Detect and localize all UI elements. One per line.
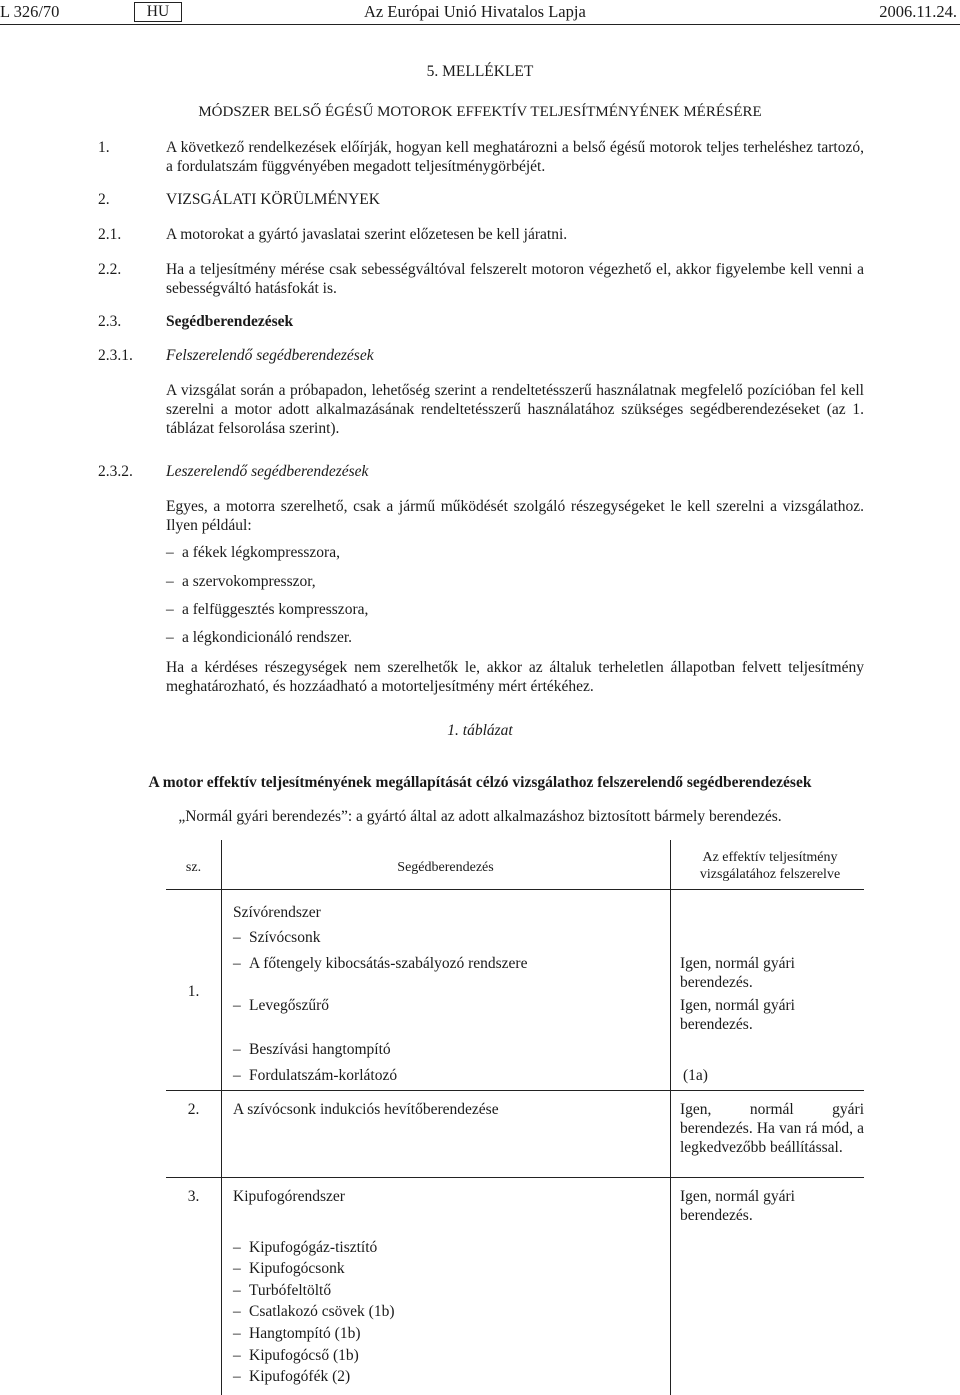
- section-2-1-number: 2.1.: [98, 226, 122, 243]
- table-row-item: – Szívócsonk: [233, 929, 321, 946]
- table-column-divider: [221, 840, 222, 1395]
- row-1-number: 1.: [187, 983, 200, 1000]
- section-2-2-number: 2.2.: [98, 261, 122, 278]
- table-title: A motor effektív teljesítményének megállapítását célzó vizsgálathoz felszerelendő segédberendezések: [148, 774, 812, 791]
- table-row-item: – Kipufogócsonk: [233, 1260, 345, 1277]
- row-1-item-5-value: (1a): [683, 1067, 708, 1084]
- table-row-item: – Turbófeltöltő: [233, 1282, 332, 1299]
- section-2-2-text: Ha a teljesítmény mérése csak sebességváltóval felszerelt motoron végezhető el, akkor figyelembe kell venni a sebességváltó hatásfokát is.: [166, 261, 864, 297]
- section-2-3-2-number: 2.3.2.: [98, 463, 133, 480]
- row-3-number: 3.: [187, 1188, 200, 1205]
- section-2-3-1-title: Felszerelendő segédberendezések: [166, 347, 374, 364]
- section-2-3-1-text: A vizsgálat során a próbapadon, lehetőség szerint a rendeltetésszerű használatnak megfelelő pozícióban fel kell szerelni a motor adott alkalmazásának rendeltetésszerű használatához szükséges segédberendezéseket (az 1. táblázat felsorolása szerint).: [166, 382, 864, 437]
- section-2-3-2-title: Leszerelendő segédberendezések: [166, 463, 369, 480]
- table-row-item: – Csatlakozó csövek (1b): [233, 1303, 395, 1320]
- table-row-item: – Levegőszűrő: [233, 997, 330, 1014]
- section-2-title: VIZSGÁLATI KÖRÜLMÉNYEK: [166, 191, 380, 208]
- table-column-divider: [670, 840, 671, 1395]
- table-row-item: – Kipufogófék (2): [233, 1368, 351, 1385]
- section-2-3-number: 2.3.: [98, 313, 122, 330]
- table-header-equipment: Segédberendezés: [397, 860, 494, 875]
- table-label: 1. táblázat: [447, 722, 513, 739]
- table-header-rule: [166, 889, 864, 890]
- table-header-fitted: Az effektív teljesítmény vizsgálatához felszerelve: [699, 850, 841, 882]
- publication-date: 2006.11.24.: [879, 2, 957, 21]
- table-row-item: – Fordulatszám-korlátozó: [233, 1067, 398, 1084]
- table-row-item: – Hangtompító (1b): [233, 1325, 361, 1342]
- row-1-item-2-value: Igen, normál gyári berendezés.: [680, 955, 795, 991]
- page-reference: L 326/70: [0, 2, 60, 21]
- journal-header: [0, 0, 960, 25]
- list-item: – a fékek légkompresszora,: [166, 544, 340, 561]
- section-2-1-text: A motorokat a gyártó javaslatai szerint előzetesen be kell járatni.: [166, 226, 568, 243]
- row-2-value: Igen, normál gyári berendezés. Ha van rá mód, a legkedvezőbb beállítással.: [680, 1101, 864, 1156]
- table-row-item: – Beszívási hangtompító: [233, 1041, 391, 1058]
- list-item: – a felfüggesztés kompresszora,: [166, 601, 369, 618]
- table-row-item: – A főtengely kibocsátás-szabályozó rendszere: [233, 955, 528, 972]
- row-1-item-3-value: Igen, normál gyári berendezés.: [680, 997, 795, 1033]
- section-2-3-title: Segédberendezések: [166, 313, 294, 330]
- row-3-value: Igen, normál gyári berendezés.: [680, 1188, 795, 1224]
- list-item: – a szervokompresszor,: [166, 573, 316, 590]
- annex-label: 5. MELLÉKLET: [426, 63, 534, 80]
- row-2-title: A szívócsonk indukciós hevítőberendezése: [233, 1101, 499, 1118]
- table-row-item: – Kipufogócső (1b): [233, 1347, 359, 1364]
- table-row-rule: [166, 1090, 864, 1091]
- section-1-number: 1.: [98, 139, 110, 156]
- table-header-no: sz.: [185, 860, 202, 875]
- section-1-text: A következő rendelkezések előírják, hogyan kell meghatározni a belső égésű motorok teljes terheléshez tartozó, a fordulatszám függvényében megadott teljesítménygörbéjét.: [166, 139, 864, 175]
- language-badge: HU: [134, 2, 182, 22]
- section-2-3-2-text: Egyes, a motorra szerelhető, csak a jármű működését szolgáló részegységeket le kell szerelni a vizsgálathoz. Ilyen például:: [166, 498, 864, 534]
- row-3-title: Kipufogórendszer: [233, 1188, 345, 1205]
- table-row-rule: [166, 1177, 864, 1178]
- list-item: – a légkondicionáló rendszer.: [166, 629, 353, 646]
- row-1-title: Szívórendszer: [233, 904, 321, 921]
- publication-title: Az Európai Unió Hivatalos Lapja: [364, 2, 586, 21]
- row-2-number: 2.: [187, 1101, 200, 1118]
- section-2-3-2-text-2: Ha a kérdéses részegységek nem szerelhetők le, akkor az általuk terheletlen állapotban felvett teljesítmény meghatározható, és hozzáadható a motorteljesítmény mért értékéhez.: [166, 659, 864, 695]
- table-row-item: – Kipufogógáz-tisztító: [233, 1239, 378, 1256]
- annex-title: MÓDSZER BELSŐ ÉGÉSŰ MOTOROK EFFEKTÍV TELJESÍTMÉNYÉNEK MÉRÉSÉRE: [198, 104, 762, 120]
- section-2-number: 2.: [98, 191, 110, 208]
- table-note: „Normál gyári berendezés”: a gyártó által az adott alkalmazáshoz biztosított bármely berendezés.: [178, 808, 782, 825]
- section-2-3-1-number: 2.3.1.: [98, 347, 133, 364]
